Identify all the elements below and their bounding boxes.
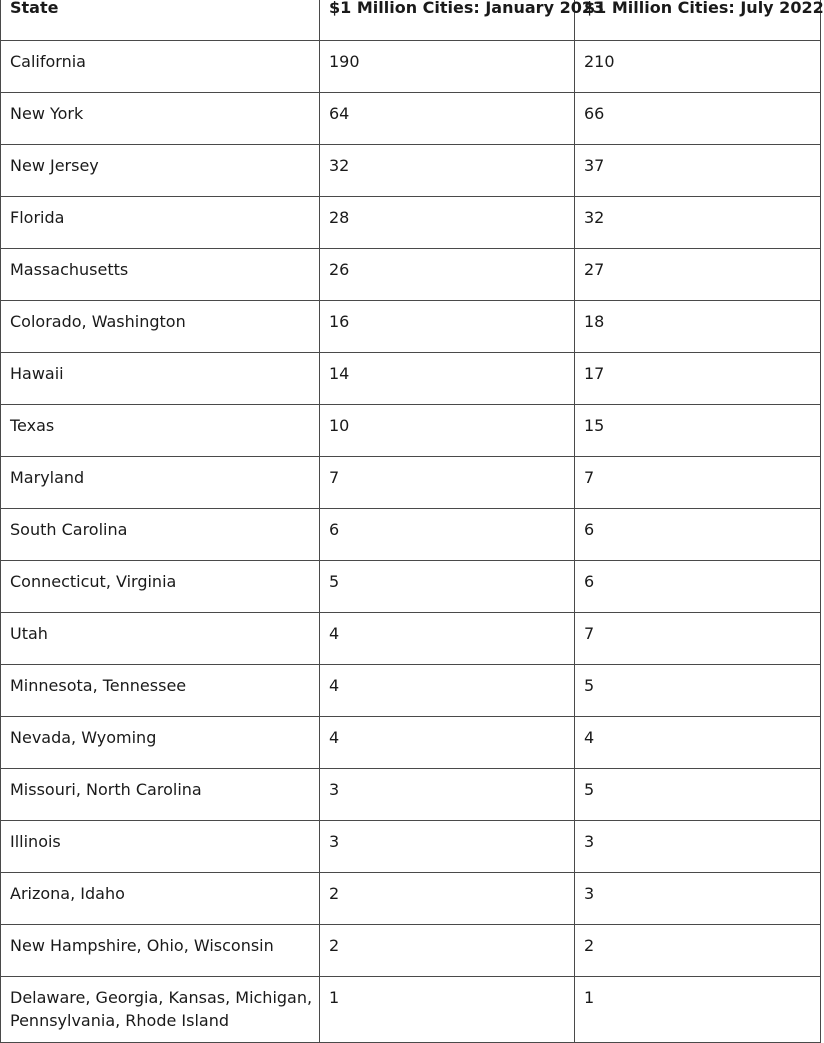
january-2023-cell: 14: [320, 353, 575, 405]
january-2023-cell: 28: [320, 197, 575, 249]
july-2022-cell: 1: [575, 977, 821, 1043]
table-row: [1, 561, 821, 613]
state-cell: California: [1, 41, 320, 93]
state-cell: Hawaii: [1, 353, 320, 405]
january-2023-cell: 5: [320, 561, 575, 613]
state-cell: Florida: [1, 197, 320, 249]
january-2023-cell: 26: [320, 249, 575, 301]
table-row: [1, 301, 821, 353]
header-state: State: [1, 0, 320, 41]
july-2022-cell: 27: [575, 249, 821, 301]
january-2023-cell: 7: [320, 457, 575, 509]
state-cell: Illinois: [1, 821, 320, 873]
july-2022-cell: 4: [575, 717, 821, 769]
table-row: [1, 509, 821, 561]
january-2023-cell: 1: [320, 977, 575, 1043]
january-2023-cell: 2: [320, 925, 575, 977]
july-2022-cell: 5: [575, 665, 821, 717]
state-cell: Arizona, Idaho: [1, 873, 320, 925]
july-2022-cell: 5: [575, 769, 821, 821]
july-2022-cell: 18: [575, 301, 821, 353]
july-2022-cell: 7: [575, 613, 821, 665]
table-row: [1, 821, 821, 873]
table-row: [1, 457, 821, 509]
july-2022-cell: 3: [575, 821, 821, 873]
july-2022-cell: 32: [575, 197, 821, 249]
header-july-2022: $1 Million Cities: July 2022: [575, 0, 821, 41]
january-2023-cell: 4: [320, 717, 575, 769]
january-2023-cell: 6: [320, 509, 575, 561]
state-cell: Texas: [1, 405, 320, 457]
state-cell: New Jersey: [1, 145, 320, 197]
table-row: [1, 717, 821, 769]
july-2022-cell: 37: [575, 145, 821, 197]
state-cell: Colorado, Washington: [1, 301, 320, 353]
july-2022-cell: 6: [575, 561, 821, 613]
january-2023-cell: 16: [320, 301, 575, 353]
table-row: [1, 145, 821, 197]
july-2022-cell: 17: [575, 353, 821, 405]
table-row: [1, 613, 821, 665]
header-january-2023: $1 Million Cities: January 2023: [320, 0, 575, 41]
january-2023-cell: 10: [320, 405, 575, 457]
state-cell: New Hampshire, Ohio, Wisconsin: [1, 925, 320, 977]
state-cell: Utah: [1, 613, 320, 665]
july-2022-cell: 2: [575, 925, 821, 977]
july-2022-cell: 3: [575, 873, 821, 925]
table-header-row: [1, 0, 821, 41]
january-2023-cell: 3: [320, 821, 575, 873]
state-cell: Nevada, Wyoming: [1, 717, 320, 769]
table-row: [1, 977, 821, 1043]
table-row: [1, 41, 821, 93]
january-2023-cell: 2: [320, 873, 575, 925]
january-2023-cell: 3: [320, 769, 575, 821]
table-row: [1, 93, 821, 145]
state-cell: Maryland: [1, 457, 320, 509]
table-row: [1, 249, 821, 301]
table-row: [1, 873, 821, 925]
july-2022-cell: 210: [575, 41, 821, 93]
january-2023-cell: 4: [320, 665, 575, 717]
table-body: [1, 41, 821, 1043]
state-cell: Connecticut, Virginia: [1, 561, 320, 613]
january-2023-cell: 4: [320, 613, 575, 665]
table-row: [1, 665, 821, 717]
july-2022-cell: 66: [575, 93, 821, 145]
january-2023-cell: 64: [320, 93, 575, 145]
july-2022-cell: 15: [575, 405, 821, 457]
state-cell: Missouri, North Carolina: [1, 769, 320, 821]
table-row: [1, 769, 821, 821]
january-2023-cell: 190: [320, 41, 575, 93]
state-cell: Minnesota, Tennessee: [1, 665, 320, 717]
january-2023-cell: 32: [320, 145, 575, 197]
table-row: [1, 405, 821, 457]
state-cell: Delaware, Georgia, Kansas, Michigan, Pennsylvania, Rhode Island: [1, 977, 320, 1043]
state-cell: Massachusetts: [1, 249, 320, 301]
july-2022-cell: 7: [575, 457, 821, 509]
table-row: [1, 925, 821, 977]
table-row: [1, 197, 821, 249]
state-cell: South Carolina: [1, 509, 320, 561]
state-cell: New York: [1, 93, 320, 145]
july-2022-cell: 6: [575, 509, 821, 561]
table-row: [1, 353, 821, 405]
